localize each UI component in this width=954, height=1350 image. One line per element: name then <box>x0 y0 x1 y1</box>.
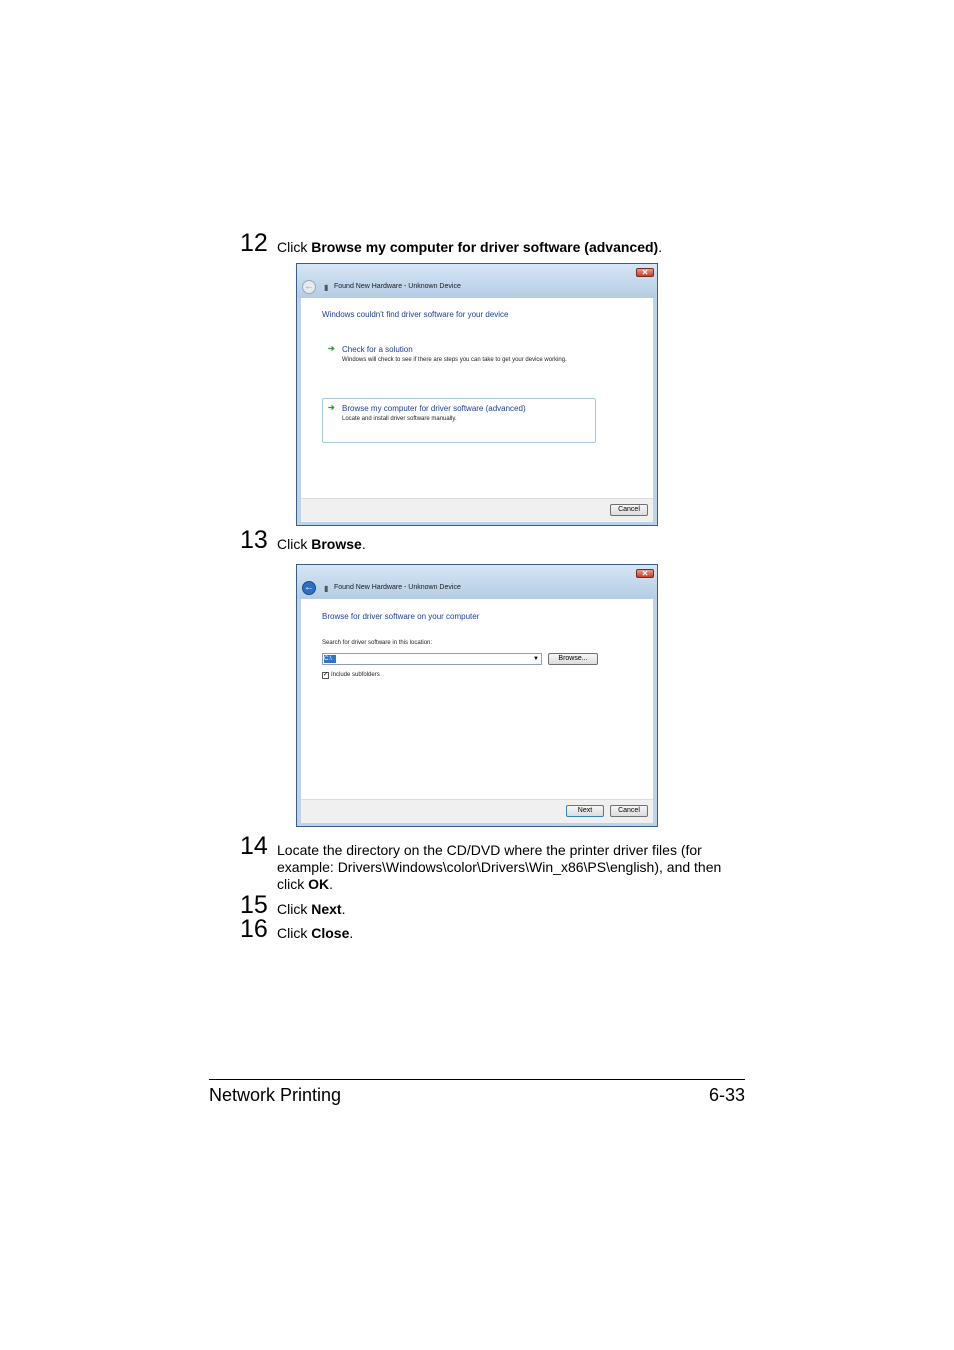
step-number: 16 <box>240 915 268 943</box>
cancel-button[interactable]: Cancel <box>610 805 648 817</box>
browse-my-computer-option[interactable]: Browse my computer for driver software (advanced) <box>342 404 526 413</box>
step-number: 15 <box>240 891 268 919</box>
step-text: Click Next. <box>277 901 346 917</box>
step-text: Locate the directory on the CD/DVD where the printer driver files (for example: Drivers\Windows\color\Drivers\Win_x86\PS\english), and then click OK. <box>277 842 722 892</box>
browse-button[interactable]: Browse... <box>548 653 598 665</box>
dialog-footer <box>301 799 653 823</box>
step-number: 13 <box>240 526 268 554</box>
dialog-footer <box>301 498 653 522</box>
search-location-combobox[interactable] <box>322 653 542 665</box>
dialog-heading: Browse for driver software on your computer <box>322 612 480 621</box>
close-icon[interactable]: ✕ <box>636 268 654 277</box>
step-text: Click Browse my computer for driver software (advanced). <box>277 239 663 255</box>
include-subfolders-label: Include subfolders <box>331 672 380 678</box>
found-new-hardware-dialog-1 <box>296 263 658 526</box>
back-arrow-icon[interactable]: ← <box>304 281 314 292</box>
page-number: 6-33 <box>708 1085 745 1105</box>
window-title: Found New Hardware - Unknown Device <box>334 584 461 591</box>
step-text: Click Browse. <box>277 536 366 552</box>
dialog-content <box>301 599 653 800</box>
cancel-button[interactable]: Cancel <box>610 504 648 516</box>
footer-rule <box>209 1079 745 1080</box>
found-new-hardware-dialog-2 <box>296 564 658 827</box>
close-icon[interactable]: ✕ <box>636 569 654 578</box>
step-number: 12 <box>240 229 268 257</box>
step-number: 14 <box>240 832 268 860</box>
title-bar <box>297 565 657 599</box>
step-text: Click Close. <box>277 925 354 941</box>
chevron-down-icon[interactable]: ▼ <box>533 656 539 662</box>
next-button[interactable]: Next <box>566 805 604 817</box>
check-for-solution-option[interactable]: Check for a solution <box>342 345 413 354</box>
hardware-icon: ▮ <box>324 584 329 593</box>
include-subfolders-checkbox[interactable]: ✓ <box>323 672 329 678</box>
option-description: Windows will check to see if there are steps you can take to get your device working. <box>342 357 567 363</box>
hardware-icon: ▮ <box>324 283 329 292</box>
green-arrow-icon: ➔ <box>328 403 335 412</box>
title-bar <box>297 264 657 298</box>
path-value: C:\ <box>324 655 336 663</box>
dialog-content <box>301 298 653 499</box>
window-title: Found New Hardware - Unknown Device <box>334 283 461 290</box>
search-location-label: Search for driver software in this location: <box>322 640 433 646</box>
option-description: Locate and install driver software manually. <box>342 416 457 422</box>
dialog-heading: Windows couldn't find driver software for your device <box>322 310 509 319</box>
green-arrow-icon: ➔ <box>328 344 335 353</box>
footer-section-title: Network Printing <box>209 1085 342 1105</box>
back-arrow-icon[interactable]: ← <box>304 582 314 593</box>
